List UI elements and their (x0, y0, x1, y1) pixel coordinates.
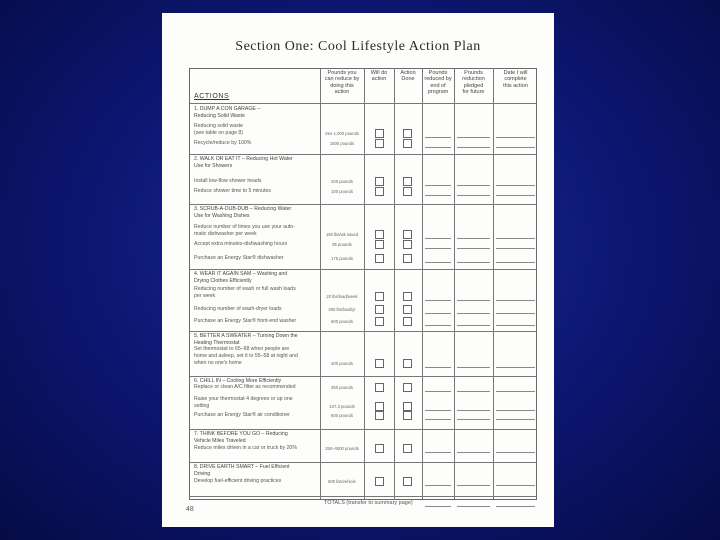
action-done-checkbox[interactable] (403, 177, 412, 186)
section-heading: Use for Showers (194, 163, 233, 169)
column-header-actions: ACTIONS (194, 93, 230, 100)
will-do-checkbox[interactable] (375, 254, 384, 263)
pounds-value: 1500 pounds (329, 141, 355, 146)
section-heading: Reducing Solid Waste (194, 113, 245, 119)
action-done-checkbox[interactable] (403, 230, 412, 239)
fill-in-blank[interactable] (425, 485, 451, 486)
section-divider (190, 204, 536, 205)
will-do-checkbox[interactable] (375, 240, 384, 249)
section-divider (190, 429, 536, 430)
action-label: Install low-flow shower heads (194, 178, 262, 184)
fill-in-blank[interactable] (425, 147, 451, 148)
fill-in-blank[interactable] (425, 452, 451, 453)
action-done-checkbox[interactable] (403, 129, 412, 138)
pounds-value: 175 pounds (331, 256, 353, 261)
fill-in-blank[interactable] (496, 147, 535, 148)
will-do-checkbox[interactable] (375, 305, 384, 314)
will-do-checkbox[interactable] (375, 230, 384, 239)
action-label: per week (194, 293, 216, 299)
totals-blank[interactable] (425, 506, 451, 507)
action-done-checkbox[interactable] (403, 254, 412, 263)
section-divider (190, 496, 536, 497)
column-divider (493, 69, 494, 499)
fill-in-blank[interactable] (425, 325, 451, 326)
action-label: Reducing solid waste (194, 123, 244, 129)
fill-in-blank[interactable] (425, 300, 451, 301)
fill-in-blank[interactable] (457, 137, 490, 138)
action-label: Reduce miles driven in a car or truck by 20% (194, 445, 297, 451)
column-divider (364, 69, 365, 499)
action-label: setting (194, 403, 210, 409)
pounds-value: 300 lbs/load/yr (328, 307, 356, 312)
action-label: Set thermostat to 65–68 when people are (194, 346, 290, 352)
fill-in-blank[interactable] (457, 248, 490, 249)
action-label: Purchase an Energy Star® dishwasher (194, 255, 284, 261)
fill-in-blank[interactable] (425, 137, 451, 138)
will-do-checkbox[interactable] (375, 317, 384, 326)
action-done-checkbox[interactable] (403, 383, 412, 392)
action-label: Develop fuel-efficient driving practices (194, 478, 282, 484)
will-do-checkbox[interactable] (375, 129, 384, 138)
section-heading: Use for Washing Dishes (194, 213, 250, 219)
section-heading: Heating Thermostat (194, 340, 240, 346)
action-label: Reduce number of times you use your auto- (194, 224, 295, 230)
action-done-checkbox[interactable] (403, 402, 412, 411)
column-header-pledged: Pounds reduction pledged for future (462, 70, 485, 96)
fill-in-blank[interactable] (496, 248, 535, 249)
action-done-checkbox[interactable] (403, 444, 412, 453)
section-heading: 8. DRIVE EARTH SMART – Fuel Efficient (194, 464, 290, 470)
fill-in-blank[interactable] (425, 195, 451, 196)
action-done-checkbox[interactable] (403, 305, 412, 314)
section-divider (190, 331, 536, 332)
will-do-checkbox[interactable] (375, 187, 384, 196)
pounds-value: 107.3 pounds (329, 404, 355, 409)
fill-in-blank[interactable] (457, 419, 490, 420)
section-divider (190, 269, 536, 270)
will-do-checkbox[interactable] (375, 359, 384, 368)
pounds-value: 250–4000 pounds (325, 446, 359, 451)
fill-in-blank[interactable] (425, 419, 451, 420)
action-done-checkbox[interactable] (403, 411, 412, 420)
action-label: when no one's home (194, 360, 242, 366)
action-done-checkbox[interactable] (403, 359, 412, 368)
fill-in-blank[interactable] (457, 452, 490, 453)
column-header-will-do: Will do action (370, 70, 388, 83)
fill-in-blank[interactable] (425, 238, 451, 239)
header-divider (190, 103, 536, 104)
fill-in-blank[interactable] (496, 238, 535, 239)
section-heading: 6. CHILL IN – Cooling More Efficiently (194, 378, 282, 384)
action-label: Accept extra minutes-dishwashing hours (194, 241, 288, 247)
action-done-checkbox[interactable] (403, 240, 412, 249)
pounds-value: 150 lbs/wk saved (325, 232, 359, 237)
action-label: Reduce shower time to 5 minutes (194, 188, 271, 194)
will-do-checkbox[interactable] (375, 292, 384, 301)
action-label: matic dishwasher per week (194, 231, 257, 237)
totals-blank[interactable] (457, 506, 490, 507)
will-do-checkbox[interactable] (375, 411, 384, 420)
section-divider (190, 462, 536, 463)
fill-in-blank[interactable] (496, 391, 535, 392)
fill-in-blank[interactable] (457, 238, 490, 239)
pounds-value: 20 lbs/load/week (326, 294, 358, 299)
fill-in-blank[interactable] (457, 147, 490, 148)
fill-in-blank[interactable] (425, 367, 451, 368)
fill-in-blank[interactable] (425, 391, 451, 392)
fill-in-blank[interactable] (496, 485, 535, 486)
will-do-checkbox[interactable] (375, 139, 384, 148)
fill-in-blank[interactable] (425, 248, 451, 249)
totals-blank[interactable] (496, 506, 535, 507)
will-do-checkbox[interactable] (375, 444, 384, 453)
action-label: Recycle/reduce by 100% (194, 140, 252, 146)
section-heading: 2. WALK OR EAT IT – Reducing Hot Water (194, 156, 293, 162)
column-header-action-done: Action Done (400, 70, 416, 83)
action-done-checkbox[interactable] (403, 477, 412, 486)
section-divider (190, 376, 536, 377)
pounds-value: 600 lbs/vehicle (328, 479, 356, 484)
fill-in-blank[interactable] (496, 452, 535, 453)
action-label: Purchase an Energy Star® front-end washer (194, 318, 297, 324)
document-page (162, 13, 554, 527)
action-done-checkbox[interactable] (403, 292, 412, 301)
action-label: Reducing number of wash-dryer loads (194, 306, 282, 312)
action-label: home and asleep, set it to 55–58 at night and (194, 353, 298, 359)
section-heading: Vehicle Miles Traveled (194, 438, 246, 444)
fill-in-blank[interactable] (496, 300, 535, 301)
action-plan-table (189, 68, 537, 506)
fill-in-blank[interactable] (457, 300, 490, 301)
action-label: Raise your thermostat 4 degrees or up one (194, 396, 293, 402)
fill-in-blank[interactable] (457, 185, 490, 186)
column-divider (422, 69, 423, 499)
section-divider (190, 154, 536, 155)
pounds-value: 600 pounds (331, 319, 353, 324)
section-heading: 4. WEAR IT AGAIN SAM – Washing and (194, 271, 288, 277)
fill-in-blank[interactable] (496, 313, 535, 314)
fill-in-blank[interactable] (425, 262, 451, 263)
action-done-checkbox[interactable] (403, 139, 412, 148)
column-header-pounds: Pounds you can reduce by doing this action (324, 70, 360, 96)
fill-in-blank[interactable] (457, 262, 490, 263)
fill-in-blank[interactable] (457, 325, 490, 326)
fill-in-blank[interactable] (496, 367, 535, 368)
will-do-checkbox[interactable] (375, 383, 384, 392)
totals-label: TOTALS (transfer to summary page) (324, 500, 413, 506)
action-done-checkbox[interactable] (403, 317, 412, 326)
fill-in-blank[interactable] (457, 410, 490, 411)
column-divider (454, 69, 455, 499)
fill-in-blank[interactable] (496, 325, 535, 326)
fill-in-blank[interactable] (457, 313, 490, 314)
action-label: Reducing number of wash or full wash loads (194, 286, 296, 292)
will-do-checkbox[interactable] (375, 402, 384, 411)
action-label: (see table on page 8) (194, 130, 244, 136)
fill-in-blank[interactable] (496, 419, 535, 420)
fill-in-blank[interactable] (457, 391, 490, 392)
column-divider (394, 69, 395, 499)
fill-in-blank[interactable] (496, 262, 535, 263)
fill-in-blank[interactable] (496, 137, 535, 138)
pounds-value: 85 pounds (332, 242, 352, 247)
section-heading: 7. THINK BEFORE YOU GO – Reducing (194, 431, 288, 437)
fill-in-blank[interactable] (457, 195, 490, 196)
fill-in-blank[interactable] (496, 410, 535, 411)
action-label: Replace or clean A/C filter as recommended (194, 384, 296, 390)
pounds-value: 600 pounds (331, 413, 353, 418)
column-header-reduced: Pounds reduced by end of program (424, 70, 452, 96)
page-title: Section One: Cool Lifestyle Action Plan (235, 39, 481, 54)
fill-in-blank[interactable] (425, 313, 451, 314)
pounds-value: 350 pounds (331, 385, 353, 390)
fill-in-blank[interactable] (496, 185, 535, 186)
section-heading: 1. DUMP A CON GARAGE – (194, 106, 261, 112)
fill-in-blank[interactable] (425, 410, 451, 411)
pounds-value: 100 pounds (331, 189, 353, 194)
fill-in-blank[interactable] (496, 195, 535, 196)
section-heading: Drying Clothes Efficiently (194, 278, 252, 284)
section-heading: 5. BETTER A SWEATER – Turning Down the (194, 333, 298, 339)
column-header-date: Date I will complete this action (503, 70, 528, 89)
section-heading: Driving (194, 471, 211, 477)
page-number: 48 (186, 506, 194, 513)
pounds-value: See 1,000 pounds (325, 131, 359, 136)
pounds-value: 400 pounds (331, 361, 353, 366)
fill-in-blank[interactable] (457, 485, 490, 486)
will-do-checkbox[interactable] (375, 177, 384, 186)
action-label: Purchase an Energy Star® air conditioner (194, 412, 290, 418)
will-do-checkbox[interactable] (375, 477, 384, 486)
fill-in-blank[interactable] (457, 367, 490, 368)
pounds-value: 200 pounds (331, 179, 353, 184)
fill-in-blank[interactable] (425, 185, 451, 186)
action-done-checkbox[interactable] (403, 187, 412, 196)
section-heading: 3. SCRUB-A-DUB-DUB – Reducing Water (194, 206, 292, 212)
